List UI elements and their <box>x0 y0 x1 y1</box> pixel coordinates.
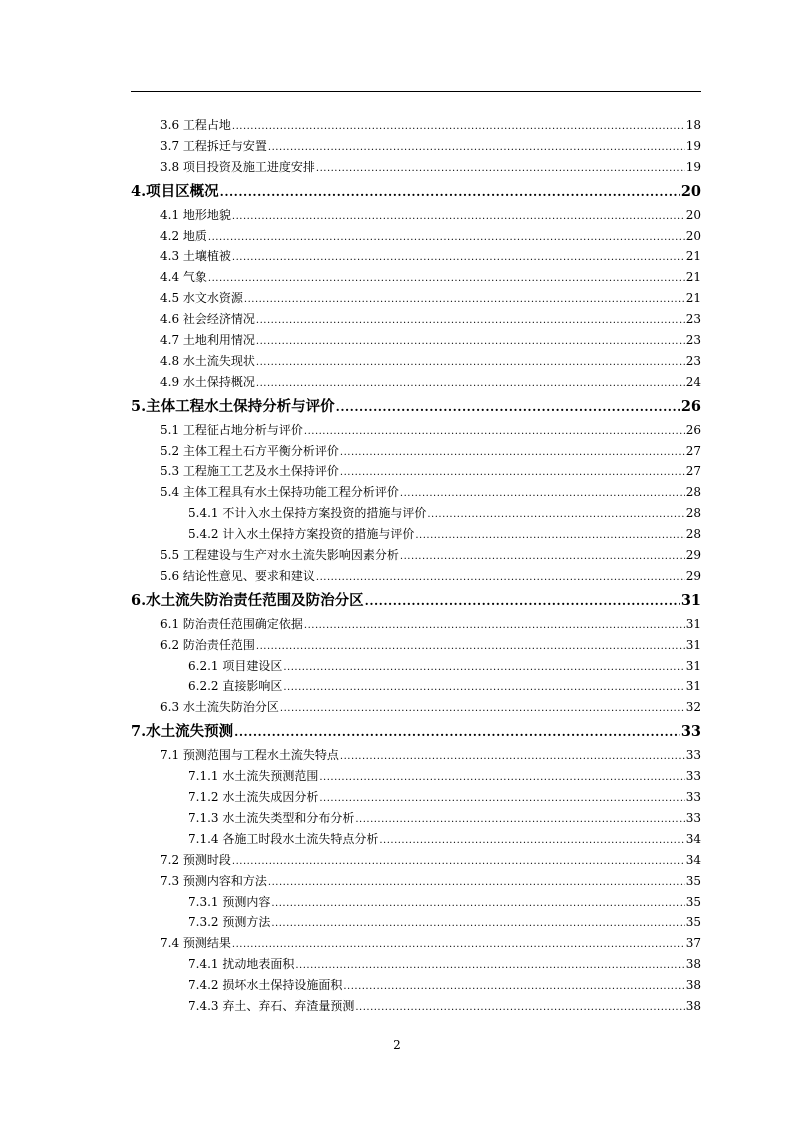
toc-entry[interactable] <box>131 933 701 954</box>
toc-entry-title: 7.水土流失预测 <box>131 723 234 741</box>
toc-entry[interactable] <box>131 766 701 787</box>
toc-entry-page: 37 <box>685 936 701 951</box>
toc-entry[interactable] <box>131 996 701 1017</box>
toc-entry[interactable] <box>131 871 701 892</box>
toc-entry-title: 7.1.3 水土流失类型和分布分析 <box>188 810 355 825</box>
toc-entry[interactable] <box>131 524 701 545</box>
toc-entry-title: 6.2 防治责任范围 <box>160 637 255 652</box>
toc-entry-page: 35 <box>685 873 701 888</box>
toc-entry-title: 5.4 主体工程具有水土保持功能工程分析评价 <box>160 485 399 500</box>
toc-entry[interactable] <box>131 330 701 351</box>
toc-entry[interactable] <box>131 136 701 157</box>
toc-entry[interactable] <box>131 635 701 656</box>
toc-entry-page: 31 <box>685 679 701 694</box>
toc-chapter-entry[interactable] <box>131 393 701 420</box>
toc-dot-leader <box>295 954 684 977</box>
toc-dot-leader <box>271 912 684 935</box>
toc-entry[interactable] <box>131 614 701 635</box>
toc-entry[interactable] <box>131 676 701 697</box>
toc-entry[interactable] <box>131 656 701 677</box>
toc-entry-title: 4.8 水土流失现状 <box>160 353 255 368</box>
toc-entry-page: 20 <box>680 182 701 200</box>
toc-dot-leader <box>208 267 685 290</box>
toc-entry-title: 3.8 项目投资及施工进度安排 <box>160 159 315 174</box>
toc-entry[interactable] <box>131 205 701 226</box>
toc-entry[interactable] <box>131 808 701 829</box>
toc-dot-leader <box>232 850 685 873</box>
toc-dot-leader <box>283 676 684 699</box>
toc-entry-page: 31 <box>685 658 701 673</box>
toc-entry[interactable] <box>131 157 701 178</box>
toc-chapter-entry[interactable] <box>131 718 701 745</box>
toc-entry-page: 24 <box>685 374 701 389</box>
toc-dot-leader <box>355 808 684 831</box>
toc-entry-page: 28 <box>685 506 701 521</box>
toc-dot-leader <box>283 656 684 679</box>
toc-entry[interactable] <box>131 566 701 587</box>
toc-entry-page: 20 <box>685 228 701 243</box>
toc-entry-title: 7.1.2 水土流失成因分析 <box>188 790 319 805</box>
toc-chapter-entry[interactable] <box>131 178 701 205</box>
toc-entry-title: 7.1.1 水土流失预测范围 <box>188 769 319 784</box>
toc-dot-leader <box>427 503 684 526</box>
toc-entry-title: 7.1.4 各施工时段水土流失特点分析 <box>188 831 379 846</box>
toc-entry-title: 7.2 预测时段 <box>160 852 231 867</box>
toc-entry[interactable] <box>131 850 701 871</box>
toc-entry-page: 18 <box>685 118 701 132</box>
toc-entry[interactable] <box>131 503 701 524</box>
header-rule <box>131 91 701 92</box>
toc-entry-title: 7.1 预测范围与工程水土流失特点 <box>160 748 339 763</box>
toc-entry-page: 31 <box>685 616 701 631</box>
toc-entry-title: 5.主体工程水土保持分析与评价 <box>131 397 335 415</box>
toc-dot-leader <box>256 372 685 395</box>
toc-entry-page: 33 <box>685 769 701 784</box>
toc-entry-title: 6.2.1 项目建设区 <box>188 658 283 673</box>
toc-entry[interactable] <box>131 745 701 766</box>
toc-entry-page: 31 <box>685 637 701 652</box>
toc-entry-page: 23 <box>685 333 701 348</box>
toc-dot-leader <box>232 115 685 138</box>
toc-entry[interactable] <box>131 246 701 267</box>
toc-entry-title: 5.2 主体工程土石方平衡分析评价 <box>160 443 339 458</box>
toc-entry[interactable] <box>131 829 701 850</box>
toc-entry[interactable] <box>131 288 701 309</box>
toc-entry[interactable] <box>131 226 701 247</box>
toc-entry-page: 33 <box>685 790 701 805</box>
toc-dot-leader <box>232 205 685 228</box>
toc-entry-title: 4.1 地形地貌 <box>160 207 231 222</box>
toc-entry-title: 6.水土流失防治责任范围及防治分区 <box>131 591 364 609</box>
toc-entry-title: 7.4.1 扰动地表面积 <box>188 957 295 972</box>
toc-entry-page: 21 <box>685 291 701 306</box>
toc-entry-title: 7.4.3 弃土、弃石、弃渣量预测 <box>188 998 355 1013</box>
toc-entry-page: 38 <box>685 978 701 993</box>
toc-entry[interactable] <box>131 441 701 462</box>
toc-entry[interactable] <box>131 545 701 566</box>
toc-dot-leader <box>304 614 685 637</box>
toc-chapter-entry[interactable] <box>131 587 701 614</box>
toc-entry-page: 21 <box>685 270 701 285</box>
toc-entry-title: 4.2 地质 <box>160 228 207 243</box>
toc-entry-title: 7.3.2 预测方法 <box>188 915 271 930</box>
toc-dot-leader <box>232 933 685 956</box>
toc-dot-leader <box>355 996 684 1019</box>
toc-dot-leader <box>319 787 684 810</box>
toc-entry[interactable] <box>131 697 701 718</box>
toc-entry[interactable] <box>131 954 701 975</box>
toc-entry-page: 28 <box>685 485 701 500</box>
toc-dot-leader <box>256 351 685 374</box>
toc-entry-title: 7.3.1 预测内容 <box>188 894 271 909</box>
toc-entry-page: 34 <box>685 852 701 867</box>
toc-entry[interactable] <box>131 975 701 996</box>
toc-entry-page: 26 <box>685 422 701 437</box>
toc-entry-page: 23 <box>685 353 701 368</box>
toc-entry-page: 20 <box>685 207 701 222</box>
toc-dot-leader <box>379 829 684 852</box>
toc-dot-leader <box>340 441 685 464</box>
page-number: 2 <box>393 1038 401 1052</box>
toc-entry[interactable] <box>131 372 701 393</box>
toc-dot-leader <box>400 482 685 505</box>
toc-entry-page: 29 <box>685 548 701 563</box>
toc-entry-page: 21 <box>685 249 701 264</box>
toc-entry[interactable] <box>131 912 701 933</box>
toc-dot-leader <box>234 718 680 746</box>
toc-entry-title: 3.6 工程占地 <box>160 118 231 132</box>
toc-entry-title: 5.4.1 不计入水土保持方案投资的措施与评价 <box>188 506 427 521</box>
toc-entry-title: 4.4 气象 <box>160 270 207 285</box>
toc-entry-page: 27 <box>685 443 701 458</box>
toc-entry[interactable] <box>131 787 701 808</box>
toc-entry-page: 34 <box>685 831 701 846</box>
toc-entry-title: 7.3 预测内容和方法 <box>160 873 267 888</box>
toc-dot-leader <box>268 136 685 159</box>
toc-dot-leader <box>340 745 685 768</box>
toc-dot-leader <box>232 246 685 269</box>
toc-entry-page: 19 <box>685 138 701 153</box>
toc-entry-title: 6.3 水土流失防治分区 <box>160 700 279 715</box>
toc-dot-leader <box>343 975 684 998</box>
toc-dot-leader <box>400 545 685 568</box>
toc-entry-page: 27 <box>685 464 701 479</box>
toc-entry-title: 6.1 防治责任范围确定依据 <box>160 616 303 631</box>
toc-dot-leader <box>365 587 680 615</box>
toc-entry[interactable] <box>131 351 701 372</box>
toc-dot-leader <box>316 157 685 180</box>
toc-entry-page: 28 <box>685 527 701 542</box>
toc-entry-page: 19 <box>685 159 701 174</box>
toc-dot-leader <box>256 309 685 332</box>
toc-entry[interactable] <box>131 420 701 441</box>
toc-entry-page: 26 <box>680 397 701 415</box>
toc-entry-page: 31 <box>680 591 701 609</box>
toc-dot-leader <box>280 697 685 720</box>
toc-dot-leader <box>256 330 685 353</box>
toc-entry[interactable] <box>131 309 701 330</box>
toc-entry-page: 35 <box>685 894 701 909</box>
toc-entry-page: 38 <box>685 957 701 972</box>
toc-dot-leader <box>271 892 684 915</box>
toc-entry[interactable] <box>131 115 701 136</box>
toc-dot-leader <box>304 420 685 443</box>
toc-entry-title: 4.3 土壤植被 <box>160 249 231 264</box>
toc-entry[interactable] <box>131 461 701 482</box>
toc-entry-title: 4.9 水土保持概况 <box>160 374 255 389</box>
toc-entry-page: 33 <box>680 723 701 741</box>
toc-entry-page: 23 <box>685 312 701 327</box>
toc-entry-title: 3.7 工程拆迁与安置 <box>160 138 267 153</box>
toc-dot-leader <box>415 524 684 547</box>
toc-entry-page: 33 <box>685 748 701 763</box>
toc-dot-leader <box>268 871 685 894</box>
toc-entry-title: 5.6 结论性意见、要求和建议 <box>160 568 315 583</box>
toc-dot-leader <box>220 178 680 206</box>
toc-entry-page: 33 <box>685 810 701 825</box>
toc-entry-title: 5.3 工程施工工艺及水土保持评价 <box>160 464 339 479</box>
toc-entry-page: 35 <box>685 915 701 930</box>
toc-entry-title: 4.7 土地利用情况 <box>160 333 255 348</box>
toc-dot-leader <box>316 566 685 589</box>
toc-entry-title: 5.4.2 计入水土保持方案投资的措施与评价 <box>188 527 415 542</box>
toc-entry-title: 7.4.2 损坏水土保持设施面积 <box>188 978 343 993</box>
toc-entry-page: 29 <box>685 568 701 583</box>
toc-dot-leader <box>336 393 680 421</box>
toc-dot-leader <box>319 766 684 789</box>
toc-entry-page: 38 <box>685 998 701 1013</box>
toc-dot-leader <box>340 461 685 484</box>
toc-entry[interactable] <box>131 267 701 288</box>
toc-dot-leader <box>208 226 685 249</box>
toc-entry-title: 4.项目区概况 <box>131 182 219 200</box>
toc-dot-leader <box>256 635 685 658</box>
toc-dot-leader <box>244 288 685 311</box>
toc-entry-title: 4.5 水文水资源 <box>160 291 243 306</box>
table-of-contents <box>131 115 701 1017</box>
toc-entry-title: 5.5 工程建设与生产对水土流失影响因素分析 <box>160 548 399 563</box>
toc-entry-page: 32 <box>685 700 701 715</box>
toc-entry-title: 4.6 社会经济情况 <box>160 312 255 327</box>
toc-entry-title: 5.1 工程征占地分析与评价 <box>160 422 303 437</box>
toc-entry[interactable] <box>131 482 701 503</box>
toc-entry[interactable] <box>131 892 701 913</box>
toc-entry-title: 7.4 预测结果 <box>160 936 231 951</box>
toc-entry-title: 6.2.2 直接影响区 <box>188 679 283 694</box>
